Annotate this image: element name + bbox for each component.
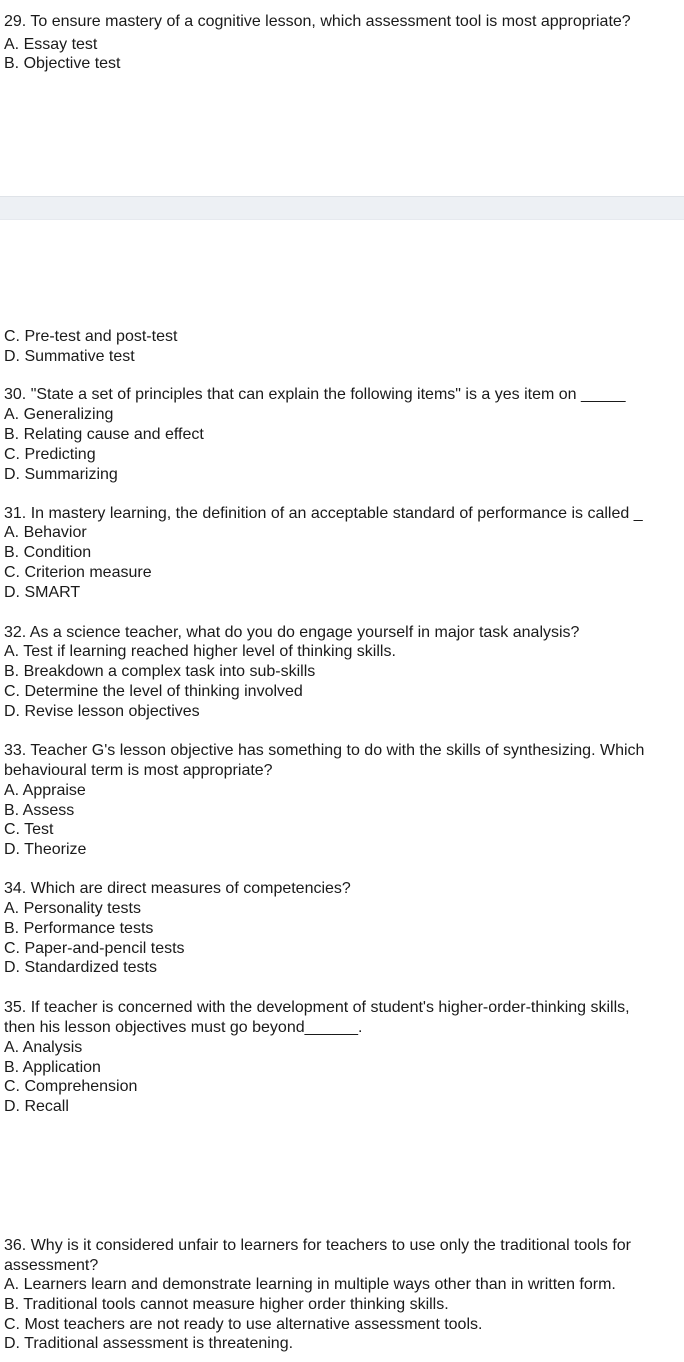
q32-question: 32. As a science teacher, what do you do engage yourself in major task analysis? xyxy=(4,624,580,641)
q33-option-c: C. Test xyxy=(4,821,54,838)
q31-option-c: C. Criterion measure xyxy=(4,564,152,581)
q34-question: 34. Which are direct measures of competencies? xyxy=(4,880,351,897)
q30-option-b: B. Relating cause and effect xyxy=(4,426,204,443)
q31-question: 31. In mastery learning, the definition of an acceptable standard of performance is called _ xyxy=(4,505,643,522)
page-divider xyxy=(0,196,684,220)
q31-option-b: B. Condition xyxy=(4,544,92,561)
q33-option-a: A. Appraise xyxy=(4,782,86,799)
q29-question: 29. To ensure mastery of a cognitive lesson, which assessment tool is most appropriate? xyxy=(4,13,631,30)
q32-option-a: A. Test if learning reached higher level of thinking skills. xyxy=(4,643,396,660)
q36-question-line2: assessment? xyxy=(4,1257,99,1274)
q35-option-c: C. Comprehension xyxy=(4,1078,138,1095)
q36-option-b: B. Traditional tools cannot measure higher order thinking skills. xyxy=(4,1296,449,1313)
q30-question: 30. "State a set of principles that can explain the following items" is a yes item on _____ xyxy=(4,386,626,403)
q34-option-d: D. Standardized tests xyxy=(4,959,157,976)
q30-option-d: D. Summarizing xyxy=(4,466,118,483)
q34-option-a: A. Personality tests xyxy=(4,900,141,917)
q29-option-a: A. Essay test xyxy=(4,36,98,53)
q32-option-d: D. Revise lesson objectives xyxy=(4,703,200,720)
q29-option-b: B. Objective test xyxy=(4,55,121,72)
q34-option-b: B. Performance tests xyxy=(4,920,154,937)
q35-question-line2: then his lesson objectives must go beyond______. xyxy=(4,1019,363,1036)
q35-question-line1: 35. If teacher is concerned with the development of student's higher-order-thinking skills, xyxy=(4,999,630,1016)
q35-option-b: B. Application xyxy=(4,1059,101,1076)
q33-question-line2: behavioural term is most appropriate? xyxy=(4,762,273,779)
q33-option-b: B. Assess xyxy=(4,802,75,819)
q34-option-c: C. Paper-and-pencil tests xyxy=(4,940,185,957)
q33-option-d: D. Theorize xyxy=(4,841,87,858)
q30-option-c: C. Predicting xyxy=(4,446,96,463)
q32-option-c: C. Determine the level of thinking involved xyxy=(4,683,303,700)
q32-option-b: B. Breakdown a complex task into sub-skills xyxy=(4,663,316,680)
q35-option-a: A. Analysis xyxy=(4,1039,83,1056)
q36-option-c: C. Most teachers are not ready to use alternative assessment tools. xyxy=(4,1316,483,1333)
q30-option-a: A. Generalizing xyxy=(4,406,114,423)
q29-option-d: D. Summative test xyxy=(4,348,135,365)
q33-question-line1: 33. Teacher G's lesson objective has something to do with the skills of synthesizing. Which xyxy=(4,742,645,759)
q36-option-d: D. Traditional assessment is threatening. xyxy=(4,1335,294,1352)
q36-option-a: A. Learners learn and demonstrate learning in multiple ways other than in written form. xyxy=(4,1276,616,1293)
q29-option-c: C. Pre-test and post-test xyxy=(4,328,178,345)
q35-option-d: D. Recall xyxy=(4,1098,69,1115)
q36-question-line1: 36. Why is it considered unfair to learners for teachers to use only the traditional tools for xyxy=(4,1237,631,1254)
q31-option-a: A. Behavior xyxy=(4,524,87,541)
q31-option-d: D. SMART xyxy=(4,584,81,601)
